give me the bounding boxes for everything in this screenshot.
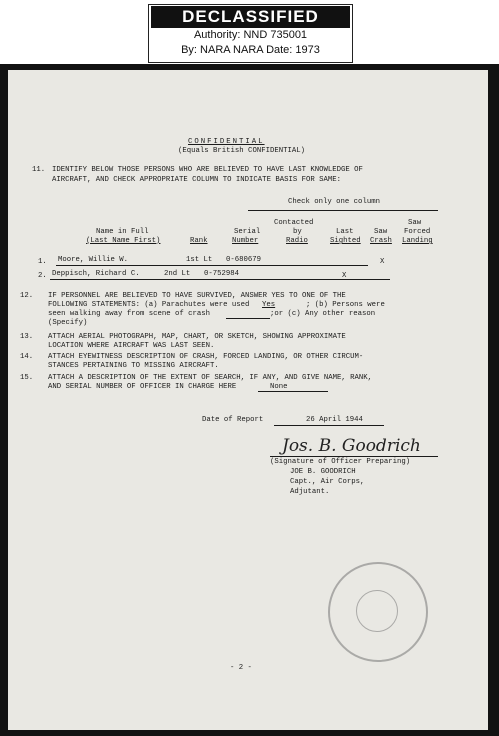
col-forced-2: Forced xyxy=(404,228,431,236)
row-1-serial: 0-680679 xyxy=(226,256,262,264)
item-14-line-2: STANCES PERTAINING TO MISSING AIRCRAFT. xyxy=(48,362,219,370)
col-serial-1: Serial xyxy=(234,228,261,236)
item-15-answer: None xyxy=(270,383,288,391)
classification-subheading: (Equals British CONFIDENTIAL) xyxy=(178,147,305,155)
officer-title: Adjutant. xyxy=(290,488,330,496)
item-15-line-1: ATTACH A DESCRIPTION OF THE EXTENT OF SEARCH, IF ANY, AND GIVE NAME, RANK, xyxy=(48,374,373,382)
row-2-mark: X xyxy=(342,272,347,280)
item-14-number: 14. xyxy=(20,353,34,361)
date-of-report-value: 26 April 1944 xyxy=(306,416,363,424)
row-2-rule xyxy=(50,279,390,280)
officer-rank: Capt., Air Corps, xyxy=(290,478,365,486)
item-12-line-2b: ; (b) Persons were xyxy=(306,301,385,309)
col-serial-2: Number xyxy=(232,237,259,245)
row-1-name: Moore, Willie W. xyxy=(58,256,129,264)
item-14-line-1: ATTACH EYEWITNESS DESCRIPTION OF CRASH, FORCED LANDING, OR OTHER CIRCUM- xyxy=(48,353,364,361)
page-number: - 2 - xyxy=(230,664,252,672)
check-column-note: Check only one column xyxy=(288,198,380,206)
row-2-name: Deppisch, Richard C. xyxy=(52,270,140,278)
row-2-rank: 2nd Lt xyxy=(164,270,191,278)
signature-rule xyxy=(270,456,438,457)
item-15-blank xyxy=(258,391,328,392)
signature-label: (Signature of Officer Preparing) xyxy=(270,458,411,466)
row-1-index: 1. xyxy=(38,258,47,266)
row-1-mark: X xyxy=(380,258,385,266)
item-12-line-1: IF PERSONNEL ARE BELIEVED TO HAVE SURVIVED, ANSWER YES TO ONE OF THE xyxy=(48,292,346,300)
col-contacted-3: Radio xyxy=(286,237,308,245)
authority-line: Authority: NND 735001 xyxy=(193,29,308,41)
col-saw-2: Crash xyxy=(370,237,392,245)
date-of-report-label: Date of Report xyxy=(202,416,264,424)
check-note-rule xyxy=(248,210,438,211)
item-11-number: 11. xyxy=(32,166,46,174)
item-11-line-2: AIRCRAFT, AND CHECK APPROPRIATE COLUMN TO INDICATE BASIS FOR SAME: xyxy=(52,176,342,184)
item-15-line-2: AND SERIAL NUMBER OF OFFICER IN CHARGE HERE xyxy=(48,383,237,391)
item-12-line-3: seen walking away from scene of crash xyxy=(48,310,211,318)
col-name-1: Name in Full xyxy=(96,228,149,236)
item-13-line-1: ATTACH AERIAL PHOTOGRAPH, MAP, CHART, OR SKETCH, SHOWING APPROXIMATE xyxy=(48,333,346,341)
col-name-2: (Last Name First) xyxy=(86,237,161,245)
col-contacted-1: Contacted xyxy=(274,219,314,227)
row-1-rule xyxy=(56,265,368,266)
col-saw-1: Saw xyxy=(374,228,388,236)
declassified-stamp xyxy=(148,4,353,63)
row-2-index: 2. xyxy=(38,272,47,280)
item-13-line-2: LOCATION WHERE AIRCRAFT WAS LAST SEEN. xyxy=(48,342,215,350)
col-forced-3: Landing xyxy=(402,237,433,245)
item-12-line-4: (Specify) xyxy=(48,319,88,327)
officer-name: JOE B. GOODRICH xyxy=(290,468,356,476)
col-last-2: Sighted xyxy=(330,237,361,245)
declassified-title: DECLASSIFIED xyxy=(151,6,350,28)
item-12-line-3b: ;or (c) Any other reason xyxy=(270,310,376,318)
item-11-line-1: IDENTIFY BELOW THOSE PERSONS WHO ARE BELIEVED TO HAVE LAST KNOWLEDGE OF xyxy=(52,166,363,174)
col-forced-1: Saw xyxy=(408,219,422,227)
date-rule xyxy=(274,425,384,426)
item-15-number: 15. xyxy=(20,374,34,382)
col-contacted-2: by xyxy=(293,228,302,236)
stamp-inner-ring xyxy=(356,590,398,632)
item-12-answer-a: Yes xyxy=(262,301,276,309)
nara-line: By: NARA NARA Date: 1973 xyxy=(181,44,320,56)
item-12-number: 12. xyxy=(20,292,34,300)
item-12-line-2: FOLLOWING STATEMENTS: (a) Parachutes were used xyxy=(48,301,250,309)
row-1-rank: 1st Lt xyxy=(186,256,213,264)
item-13-number: 13. xyxy=(20,333,34,341)
received-stamp xyxy=(328,562,428,662)
document-page xyxy=(8,70,488,730)
row-2-serial: 0-752984 xyxy=(204,270,240,278)
handwritten-signature: Jos. B. Goodrich xyxy=(282,436,421,456)
classification-heading: CONFIDENTIAL xyxy=(188,138,265,146)
col-rank: Rank xyxy=(190,237,208,245)
item-12-blank-b xyxy=(226,318,270,319)
col-last-1: Last xyxy=(336,228,354,236)
